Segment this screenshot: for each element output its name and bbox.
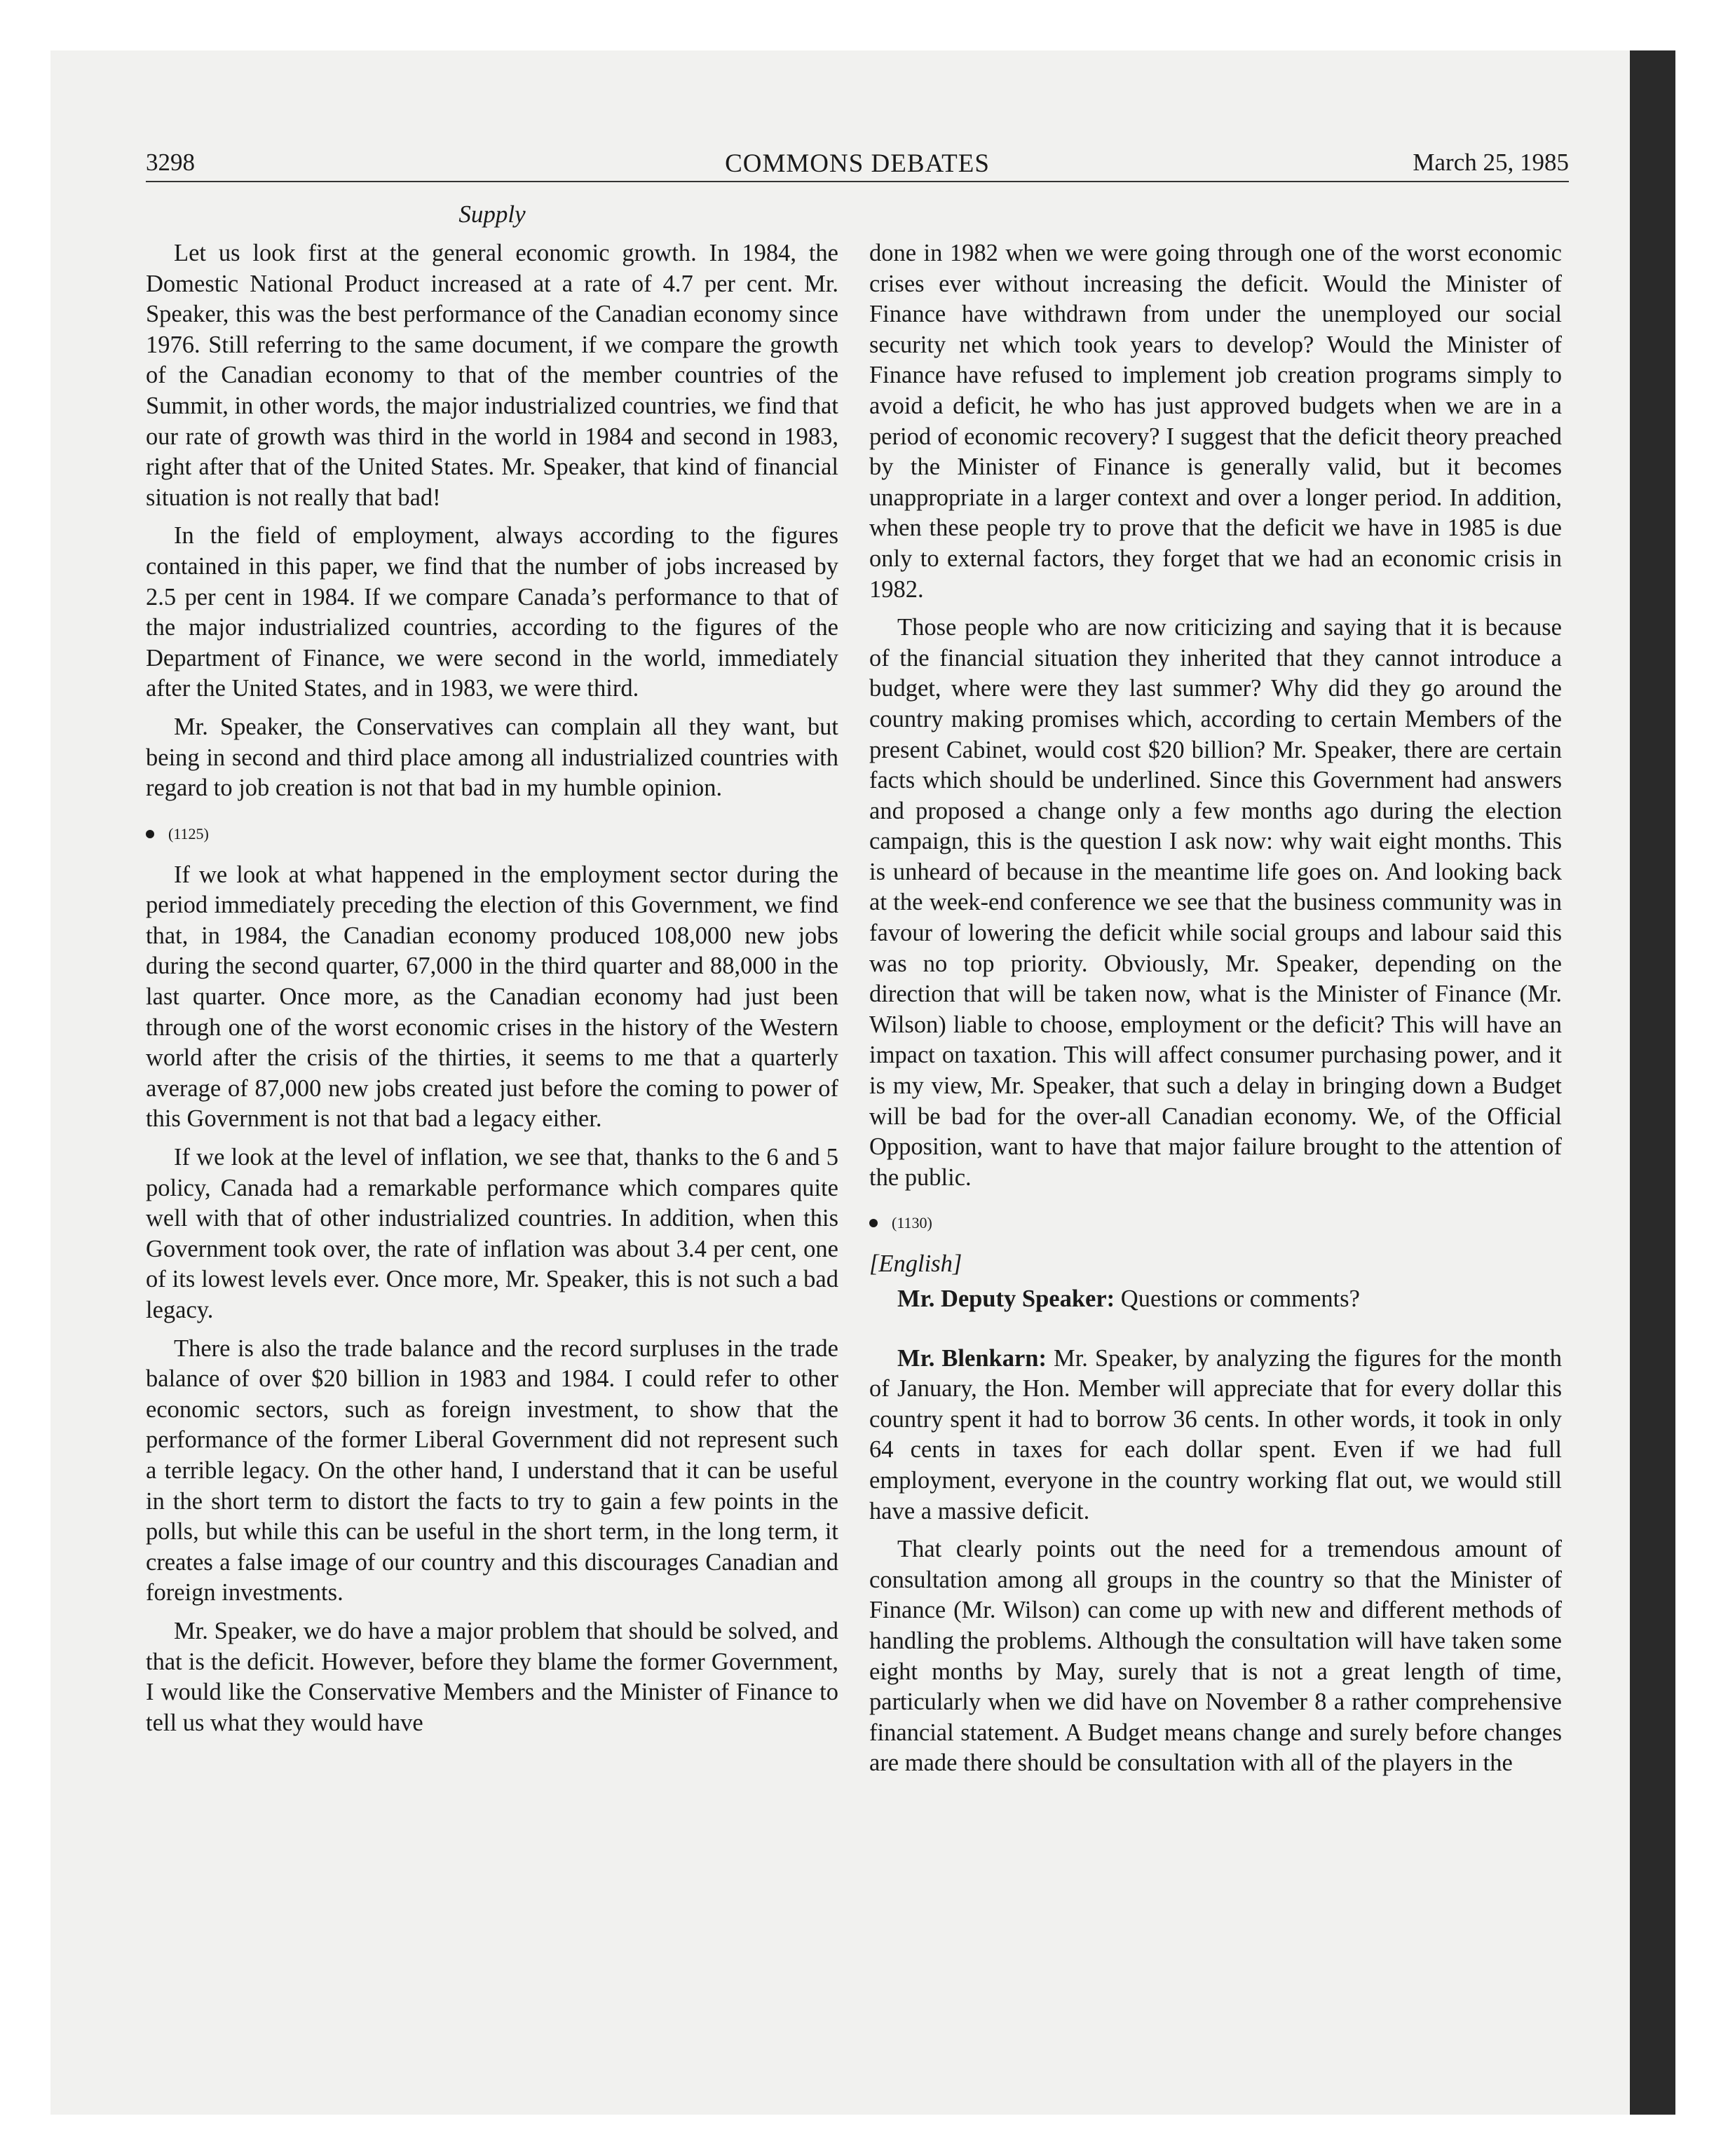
bullet-icon (146, 830, 154, 838)
page-number: 3298 (146, 149, 195, 176)
paragraph: done in 1982 when we were going through one of the worst economic crises ever without increasing the deficit. Would the Minister of Finance have withdrawn from under the unemployed our social security net which took years to develop? Would the Minister of Finance have refused to implement job creation programs simply to avoid a deficit, he who has just approved budgets when we are in a period of economic recovery? I suggest that the deficit theory preached by the Minister of Finance is generally valid, but it becomes unappropriate in a larger context and over a longer period. In addition, when these people try to prove that the deficit we have in 1985 is due only to external factors, they forget that we had an economic crisis in 1982. (869, 240, 1562, 603)
speaker-paragraph (869, 1344, 1562, 1527)
speaker-paragraph (869, 1284, 1562, 1315)
spacer (869, 1323, 1562, 1344)
right-column (869, 238, 1562, 1787)
paragraph: Mr. Speaker, we do have a major problem that should be solved, and that is the deficit. However, before they blame the former Government, I would like the Conservative Members and the Minister of Finance to tell us what they would have (146, 1617, 838, 1736)
publication-title: COMMONS DEBATES (725, 149, 990, 178)
page-header (146, 149, 1569, 185)
time-marker-label: (1125) (168, 824, 209, 842)
scan-edge-shadow (1630, 50, 1675, 2115)
time-marker (869, 1213, 1562, 1234)
speech-text: Questions or comments? (1115, 1285, 1360, 1312)
paragraph: If we look at the level of inflation, we see that, thanks to the 6 and 5 policy, Canada had a remarkable performance which compares quite well with that of other industrialized countries. In addition, when this Government took over, the rate of inflation was about 3.4 per cent, one of its lowest levels ever. Once more, Mr. Speaker, this is not such a bad legacy. (146, 1144, 838, 1323)
section-title: Supply (458, 200, 526, 228)
left-column (146, 238, 838, 1746)
paragraph: There is also the trade balance and the record surpluses in the trade balance of over $20 billion in 1983 and 1984. I could refer to other economic sectors, such as foreign investment, to show that the performance of the former Liberal Government did not represent such a terrible legacy. On the other hand, I understand that it can be useful in the short term to distort the facts to try to gain a few points in the polls, but while this can be useful in the short term, in the long term, it creates a false image of our country and this discourages Canadian and foreign investments. (146, 1335, 838, 1606)
paragraph: In the field of employment, always according to the figures contained in this paper, we find that the number of jobs increased by 2.5 per cent in 1984. If we compare Canada’s performance to that of the major industrialized countries, according to the figures of the Department of Finance, we were second in the world, immediately after the United States, and in 1983, we were third. (146, 522, 838, 702)
paragraph: If we look at what happened in the employment sector during the period immediately preceding the election of this Government, we find that, in 1984, the Canadian economy produced 108,000 new jobs during the second quarter, 67,000 in the third quarter and 88,000 in the last quarter. Once more, as the Canadian economy had just been through one of the worst economic crises in the history of the Western world after the crisis of the thirties, it seems to me that a quarterly average of 87,000 new jobs created just before the coming to power of this Government is not that bad a legacy either. (146, 861, 838, 1133)
paragraph: That clearly points out the need for a tremendous amount of consultation among all groups in the country so that the Minister of Finance (Mr. Wilson) can come up with new and different methods of handling the problems. Although the consultation will have taken some eight months by May, surely that is not a great length of time, particularly when we did have on November 8 a rather comprehensive financial statement. A Budget means change and surely before changes are made there should be consultation with all of the players in the (869, 1536, 1562, 1777)
bullet-icon (869, 1219, 878, 1227)
paragraph: Let us look first at the general economic growth. In 1984, the Domestic National Product increased at a rate of 4.7 per cent. Mr. Speaker, this was the best performance of the Canadian economy since 1976. Still referring to the same document, if we compare the growth of the Canadian economy to that of the member countries of the Summit, in other words, the major industrialized countries, we find that our rate of growth was third in the world in 1984 and second in 1983, right after that of the United States. Mr. Speaker, that kind of financial situation is not really that bad! (146, 240, 838, 511)
paragraph: Mr. Speaker, the Conservatives can complain all they want, but being in second and third place among all industrialized countries with regard to job creation is not that bad in my humble opinion. (146, 713, 838, 802)
time-marker-label: (1130) (892, 1214, 932, 1232)
page-date: March 25, 1985 (1413, 149, 1569, 176)
language-marker: [English] (869, 1250, 962, 1278)
paragraph: Those people who are now criticizing and saying that it is because of the financial situation they inherited that they cannot introduce a budget, where were they last summer? Why did they go around the country making promises which, according to certain Members of the present Cabinet, would cost $20 billion? Mr. Speaker, there are certain facts which should be underlined. Since this Government had answers and proposed a change only a few months ago during the election campaign, this is the question I ask now: why wait eight months. This is unheard of because in the meantime life goes on. And looking back at the week-end conference we see that the business community was in favour of lowering the deficit while social groups and labour said this was no top priority. Obviously, Mr. Speaker, depending on the direction that will be taken now, what is the Minister of Finance (Mr. Wilson) liable to choose, employment or the deficit? This will have an impact on taxation. This will affect consumer purchasing power, and it is my view, Mr. Speaker, that such a delay in bringing down a Budget will be bad for the over-all Canadian economy. We, of the Official Opposition, want to have that major failure brought to the attention of the public. (869, 614, 1562, 1191)
speaker-name: Mr. Blenkarn: (897, 1344, 1047, 1372)
time-marker (146, 824, 838, 845)
speech-text: Mr. Speaker, by analyzing the figures for the month of January, the Hon. Member will appreciate that for every dollar this country spent it had to borrow 36 cents. In other words, it took in only 64 cents in taxes for each dollar spent. Even if we had full employment, everyone in the country working flat out, we would still have a massive deficit. (869, 1344, 1562, 1524)
header-rule (146, 181, 1569, 182)
speaker-name: Mr. Deputy Speaker: (897, 1285, 1115, 1312)
